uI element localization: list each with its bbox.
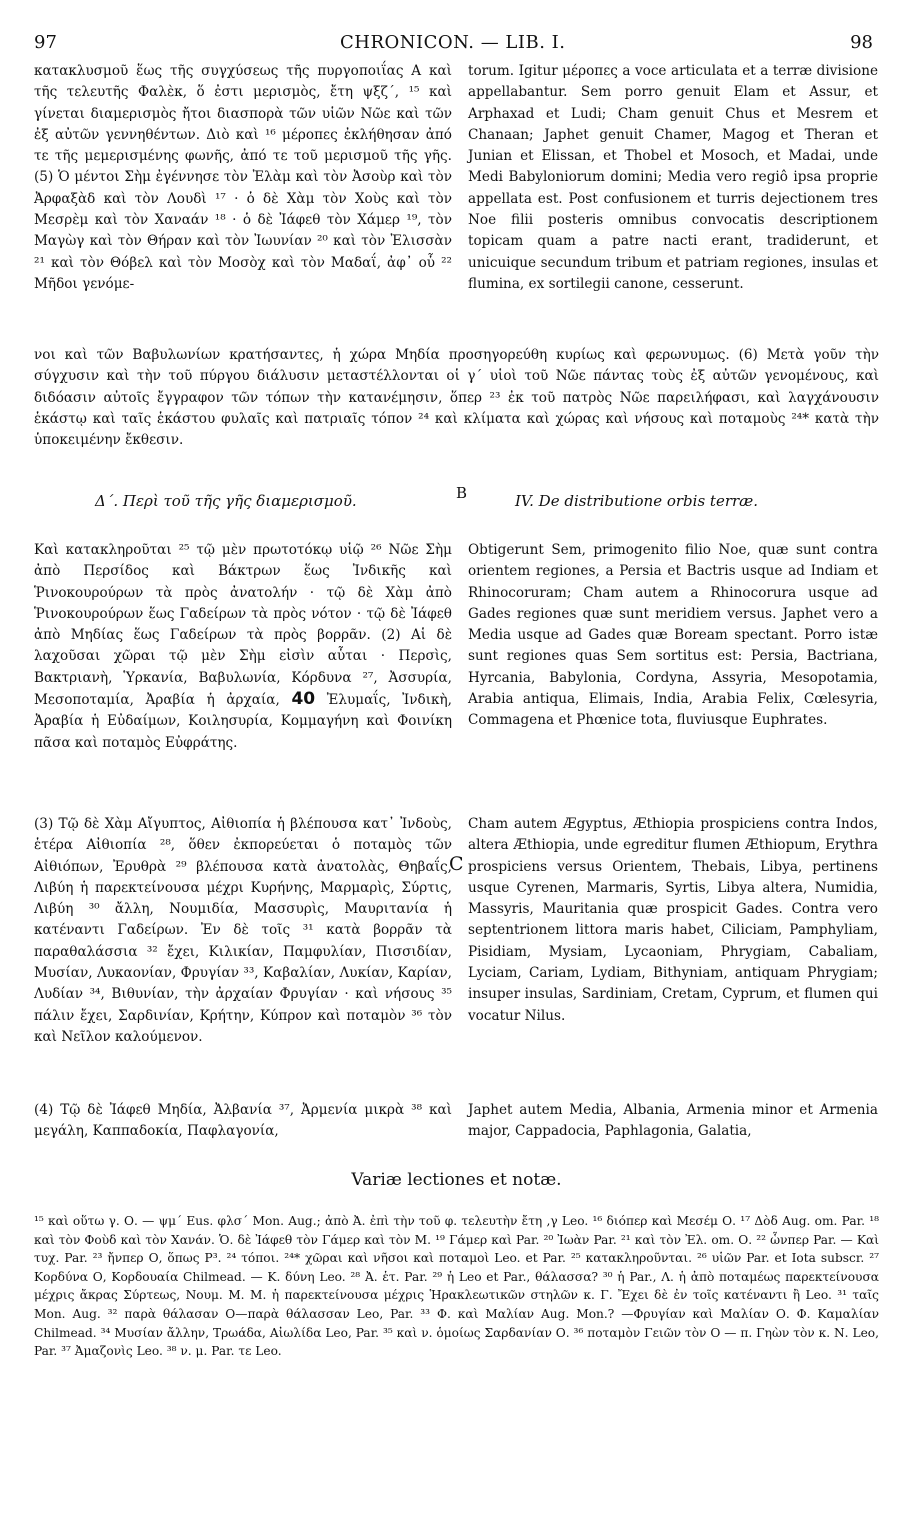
- greek-section-heading: Δ΄. Περὶ τοῦ τῆς γῆς διαμερισμοῦ.: [95, 492, 357, 510]
- latin-paragraph: Japhet autem Media, Albania, Armenia minor et Armenia major, Cappadocia, Paphlagonia, Galatia,: [468, 1102, 878, 1140]
- notes-body: [34, 1212, 879, 1532]
- latin-column-block4: [468, 1100, 878, 1146]
- margin-marker-b: B: [456, 484, 468, 502]
- latin-paragraph: torum. Igitur μέροπες a voce articulata et a terræ divisione appellabantur. Sem porro genuit Elam et Assur, et Arphaxad et Ludi; Cham genuit Chus et Mesrem et Chanaan; Japhet genuit Chamer, Magog et Theran et Junian et Elissan, et Thobel et Mosoch, et Madai, unde Medi Babyloniorum domini; Media vero regiô ipsa proprie appellata est. Post confusionem et turris dejectionem tres Noe filii posteris omnibus convocatis descriptionem topicam quam a patre nacti erant, tradiderunt, et unicuique secundum tribum et patriam regiones, insulas et flumina, ex sortilegii canone, cesserunt.: [468, 63, 878, 292]
- greek-column-block2: [34, 540, 452, 810]
- greek-text-b: Ἐλυμαΐς, Ἰνδικὴ, Ἀραβία ἡ Εὐδαίμων, Κοιλησυρία, Κομμαγήνη καὶ Φοινίκη πᾶσα καὶ ποταμὸς Εὐφράτης.: [34, 692, 452, 751]
- right-page-number: 98: [850, 32, 873, 53]
- greek-text-a: Καὶ κατακληροῦται ²⁵ τῷ μὲν πρωτοτόκῳ υἱῷ ²⁶ Νῶε Σὴμ ἀπὸ Περσίδος καὶ Βάκτρων ἕως Ἰνδικῆς καὶ Ῥινοκουρούρων τὰ πρὸς ἀνατολήν · τῷ δὲ Χὰμ ἀπὸ Ῥινοκουρούρων ἕως Γαδείρων τὰ πρὸς νότον · τῷ δὲ Ἰάφεθ ἀπὸ Μηδίας ἕως Γαδείρων τὰ πρὸς βορρᾶν. (2) Αἱ δὲ λαχοῦσαι χῶραι τῷ μὲν Σὴμ εἰσὶν αὗται · Περσὶς, Βακτριανὴ, Ὑρκανία, Βαβυλωνία, Κόρδυνα ²⁷, Ἀσσυρία, Μεσοποταμία, Ἀραβία ἡ ἀρχαία,: [34, 542, 452, 709]
- greek-column-block4: [34, 1100, 452, 1146]
- greek-column-block3: [34, 814, 452, 1096]
- running-title: CHRONICON. — LIB. I.: [340, 32, 566, 53]
- latin-column-block2: [468, 540, 878, 810]
- greek-full-width-paragraph: νοι καὶ τῶν Βαβυλωνίων κρατήσαντες, ἡ χώρα Μηδία προσηγορεύθη κυρίως καὶ φερωνυμως. (6) Μετὰ γοῦν τὴν σύγχυσιν καὶ τὴν τοῦ πύργου διάλυσιν μεταστέλλονται οἱ γ΄ υἱοὶ τοῦ Νῶε πάντας τοὺς ἐξ αὐτῶν γενομένους, καὶ διδόασιν αὐτοῖς ἔγγραφον τῶν τόπων τὴν κατανέμησιν, ὅπερ ²³ ἐκ τοῦ πατρὸς Νῶε παρειλήφασι, καὶ λαγχάνουσιν ἑκάστῳ καὶ ταῖς ἑκάστου φυλαῖς καὶ πατριαῖς τόπον ²⁴ καὶ κλίματα καὶ χώρας καὶ νήσους καὶ ποταμοὺς ²⁴* κατὰ τὴν ὑποκειμένην ἔκθεσιν.: [34, 347, 879, 449]
- latin-column-top: [468, 61, 878, 341]
- greek-paragraph: (4) Τῷ δὲ Ἰάφεθ Μηδία, Ἀλβανία ³⁷, Ἀρμενία μικρὰ ³⁸ καὶ μεγάλη, Καππαδοκία, Παφλαγονία,: [34, 1102, 452, 1140]
- latin-section-heading: IV. De distributione orbis terræ.: [515, 492, 759, 510]
- greek-paragraph: [34, 540, 452, 754]
- greek-column-top: [34, 61, 452, 341]
- margin-marker-c: C: [449, 853, 464, 875]
- greek-paragraph: κατακλυσμοῦ ἕως τῆς συγχύσεως τῆς πυργοποιΐας A καὶ τῆς τελευτῆς Φαλὲκ, ὅ ἐστι μερισμὸς, ἔτη ψξζ΄, ¹⁵ καὶ γίνεται διαμερισμὸς ἤτοι διασπορὰ τῶν υἱῶν Νῶε καὶ τῶν ἐξ αὐτῶν γεννηθέντων. Διὸ καὶ ¹⁶ μέροπες ἐκλήθησαν ἀπό τε τῆς μεμερισμένης φωνῆς, ἀπό τε τοῦ μερισμοῦ τῆς γῆς. (5) Ὁ μέντοι Σὴμ ἐγέννησε τὸν Ἐλὰμ καὶ τὸν Ἀσοὺρ καὶ τὸν Ἀρφαξὰδ καὶ τὸν Λουδὶ ¹⁷ · ὁ δὲ Χὰμ τὸν Χοὺς καὶ τὸν Μεσρὲμ καὶ τὸν Χαναάν ¹⁸ · ὁ δὲ Ἰάφεθ τὸν Χάμερ ¹⁹, τὸν Μαγὼγ καὶ τὸν Θήραν καὶ τὸν Ἰωυνίαν ²⁰ καὶ τὸν Ἐλισσὰν ²¹ καὶ τὸν Θόβελ καὶ τὸν Μοσὸχ καὶ τὸν Μαδαΐ, ἀφ᾽ οὗ ²² Μῆδοι γενόμε-: [34, 63, 452, 292]
- notes-text: ¹⁵ καὶ οὕτω γ. Ο. — ψμ΄ Eus. φλσ΄ Mon. Aug.; ἀπὸ Ἀ. ἐπὶ τὴν τοῦ φ. τελευτὴν ἔτη ,γ Leo. ¹⁶ διόπερ καὶ Μεσέμ Ο. ¹⁷ Δὸδ Aug. om. Par. ¹⁸ καὶ τὸν Φοὺδ καὶ τὸν Χανάν. Ὁ. δὲ Ἰάφεθ τὸν Γάμερ καὶ τὸν Μ. ¹⁹ Γάμερ καὶ Par. ²⁰ Ἰωὰν Par. ²¹ καὶ τὸν Ἐλ. om. Ο. ²² ὧνπερ Par. — Καὶ τυχ. Par. ²³ ἤνπερ Ο, ὅπως P³. ²⁴ τόποι. ²⁴* χῶραι καὶ νῆσοι καὶ ποταμοὶ Leo. et Par. ²⁵ κατακληροῦνται. ²⁶ υἱῶν Par. et Iota subscr. ²⁷ Κορδύνα Ο, Κορδουαία Chilmead. — Κ. δύνη Leo. ²⁸ Ἀ. ἑτ. Par. ²⁹ ἡ Leo et Par., θάλασσα? ³⁰ ἡ Par., Λ. ἡ ἀπὸ ποταμέως παρεκτείνουσα μέχρις ἄκρας Σύρτεως, Νουμ. Μ. Μ. ἡ παρεκτείνουσα μέχρις Ἡρακλεωτικῶν στηλῶν κ. Γ. Ἔχει δὲ ἐν τοῖς κατέναντι ἢ Leo. ³¹ ταῖς Mon. Aug. ³² παρὰ θάλασαν Ο—παρὰ θάλασσαν Leo, Par. ³³ Φ. καὶ Μαλίαν Aug. Mon.? —Φρυγίαν καὶ Μαλίαν Ο. Φ. Καμαλίαν Chilmead. ³⁴ Μυσίαν ἄλλην, Τρωάδα, Αἰωλίδα Leo, Par. ³⁵ καὶ ν. ὁμοίως Σαρδανίαν Ο. ³⁶ ποταμὸν Γειῶν τὸν Ο — π. Γηὼν τὸν κ. Ν. Leo, Par. ³⁷ Ἀμαζονὶς Leo. ³⁸ ν. μ. Par. τε Leo.: [34, 1214, 879, 1359]
- left-page-number: 97: [34, 32, 57, 53]
- notes-heading: Variæ lectiones et notæ.: [351, 1170, 562, 1190]
- latin-paragraph: Cham autem Ægyptus, Æthiopia prospiciens contra Indos, altera Æthiopia, unde egreditur flumen Æthiopum, Erythra prospiciens versus Orientem, Thebais, Libya, pertinens usque Cyrenen, Marmaris, Syrtis, Libya altera, Numidia, Massyris, Mauritania quæ prospicit Gades. Contra vero septentrionem littora maris habet, Ciliciam, Pamphyliam, Pisidiam, Mysiam, Lycaoniam, Phrygiam, Cabaliam, Lyciam, Cariam, Lydiam, Bithyniam, antiquam Phrygiam; insuper insulas, Sardiniam, Cretam, Cyprum, et flumen qui vocatur Nilus.: [468, 816, 878, 1024]
- greek-paragraph: (3) Τῷ δὲ Χὰμ Αἴγυπτος, Αἰθιοπία ἡ βλέπουσα κατ᾽ Ἰνδοὺς, ἑτέρα Αἰθιοπία ²⁸, ὅθεν ἐκπορεύεται ὁ ποταμὸς τῶν Αἰθιόπων, Ἐρυθρὰ ²⁹ βλέπουσα κατὰ ἀνατολὰς, Θηβαΐς, Λιβύη ἡ παρεκτείνουσα μέχρι Κυρήνης, Μαρμαρὶς, Σύρτις, Λιβύη ³⁰ ἄλλη, Νουμιδία, Μασσυρὶς, Μαυριτανία ἡ κατέναντι Γαδείρων. Ἐν δὲ τοῖς ³¹ κατὰ βορρᾶν τὰ παραθαλάσσια ³² ἔχει, Κιλικίαν, Παμφυλίαν, Πισσιδίαν, Μυσίαν, Λυκαονίαν, Φρυγίαν ³³, Καβαλίαν, Λυκίαν, Καρίαν, Λυδίαν ³⁴, Βιθυνίαν, τὴν ἀρχαίαν Φρυγίαν · καὶ νήσους ³⁵ πάλιν ἔχει, Σαρδινίαν, Κρήτην, Κύπρον καὶ ποταμὸν ³⁶ τὸν καὶ Νεῖλον καλούμενον.: [34, 816, 452, 1045]
- latin-column-block3: [468, 814, 878, 1096]
- latin-paragraph: Obtigerunt Sem, primogenito filio Noe, quæ sunt contra orientem regiones, a Persia et Bactris usque ad Indiam et Rhinocoruram; Cham autem a Rhinocorura usque ad Gades regiones quæ sunt meridiem versus. Japhet vero a Media usque ad Gades quæ Boream spectant. Porro istæ sunt regiones quas Sem sortitus est: Persia, Bactriana, Hyrcania, Babylonia, Cordyna, Assyria, Mesopotamia, Arabia antiqua, Elimais, India, Arabia Felix, Cœlesyria, Commagena et Phœnice tota, fluviusque Euphrates.: [468, 542, 878, 729]
- folio-marker: 40: [291, 689, 316, 710]
